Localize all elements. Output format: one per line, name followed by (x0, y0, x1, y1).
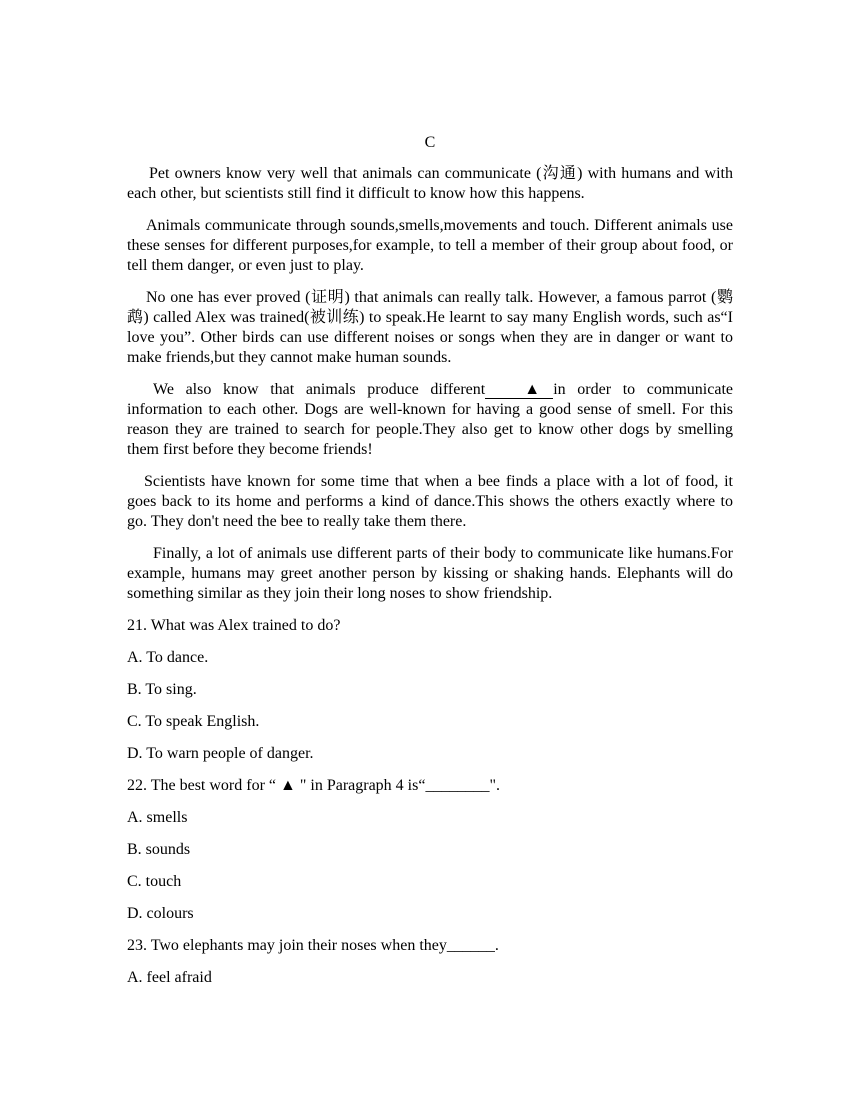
passage-paragraph-2: Animals communicate through sounds,smells,movements and touch. Different animals use these senses for different purposes,for example, to tell a member of their group about food, or tell them danger, or even just to play. (127, 217, 733, 274)
question-21-option-a: A. To dance. (127, 649, 209, 666)
question-22-stem: 22. The best word for “ ▲ " in Paragraph 4 is“________". (127, 777, 500, 794)
question-21-stem: 21. What was Alex trained to do? (127, 617, 341, 634)
paragraph-4-text-after-blank: in order to communicate information to each other. Dogs are well-known for having a good sense of smell. For this reason they are trained to search for people.They also get to know other dogs by smelling them first before they become friends! (127, 381, 733, 458)
section-heading: C (424, 134, 436, 151)
question-22-option-c: C. touch (127, 873, 182, 890)
passage-paragraph-1: Pet owners know very well that animals can communicate (沟通) with humans and with each other, but scientists still find it difficult to know how this happens. (127, 165, 733, 202)
document-page (127, 133, 733, 1000)
question-22-option-b: B. sounds (127, 841, 191, 858)
question-23-stem: 23. Two elephants may join their noses when they______. (127, 937, 499, 954)
blank-marker: ▲ (485, 382, 553, 399)
question-22-option-d: D. colours (127, 905, 194, 922)
passage-paragraph-5: Scientists have known for some time that when a bee finds a place with a lot of food, it goes back to its home and performs a kind of dance.This shows the others exactly where to go. They don't need the bee to really take them there. (127, 473, 733, 530)
passage-paragraph-3: No one has ever proved (证明) that animals can really talk. However, a famous parrot (鹦鹉) called Alex was trained(被训练) to speak.He learnt to say many English words, such as“I love you”. Other birds can use different noises or songs when they are in danger or want to make friends,but they cannot make human sounds. (127, 289, 733, 366)
paragraph-4-text-before-blank: We also know that animals produce different (153, 381, 486, 398)
question-21-option-d: D. To warn people of danger. (127, 745, 314, 762)
question-21-option-c: C. To speak English. (127, 713, 260, 730)
question-23-option-a: A. feel afraid (127, 969, 212, 986)
question-22-option-a: A. smells (127, 809, 188, 826)
passage-paragraph-4 (127, 380, 733, 460)
passage-paragraph-6: Finally, a lot of animals use different parts of their body to communicate like humans.For example, humans may greet another person by kissing or shaking hands. Elephants will do something similar as they join their long noses to show friendship. (127, 545, 733, 602)
question-21-option-b: B. To sing. (127, 681, 197, 698)
